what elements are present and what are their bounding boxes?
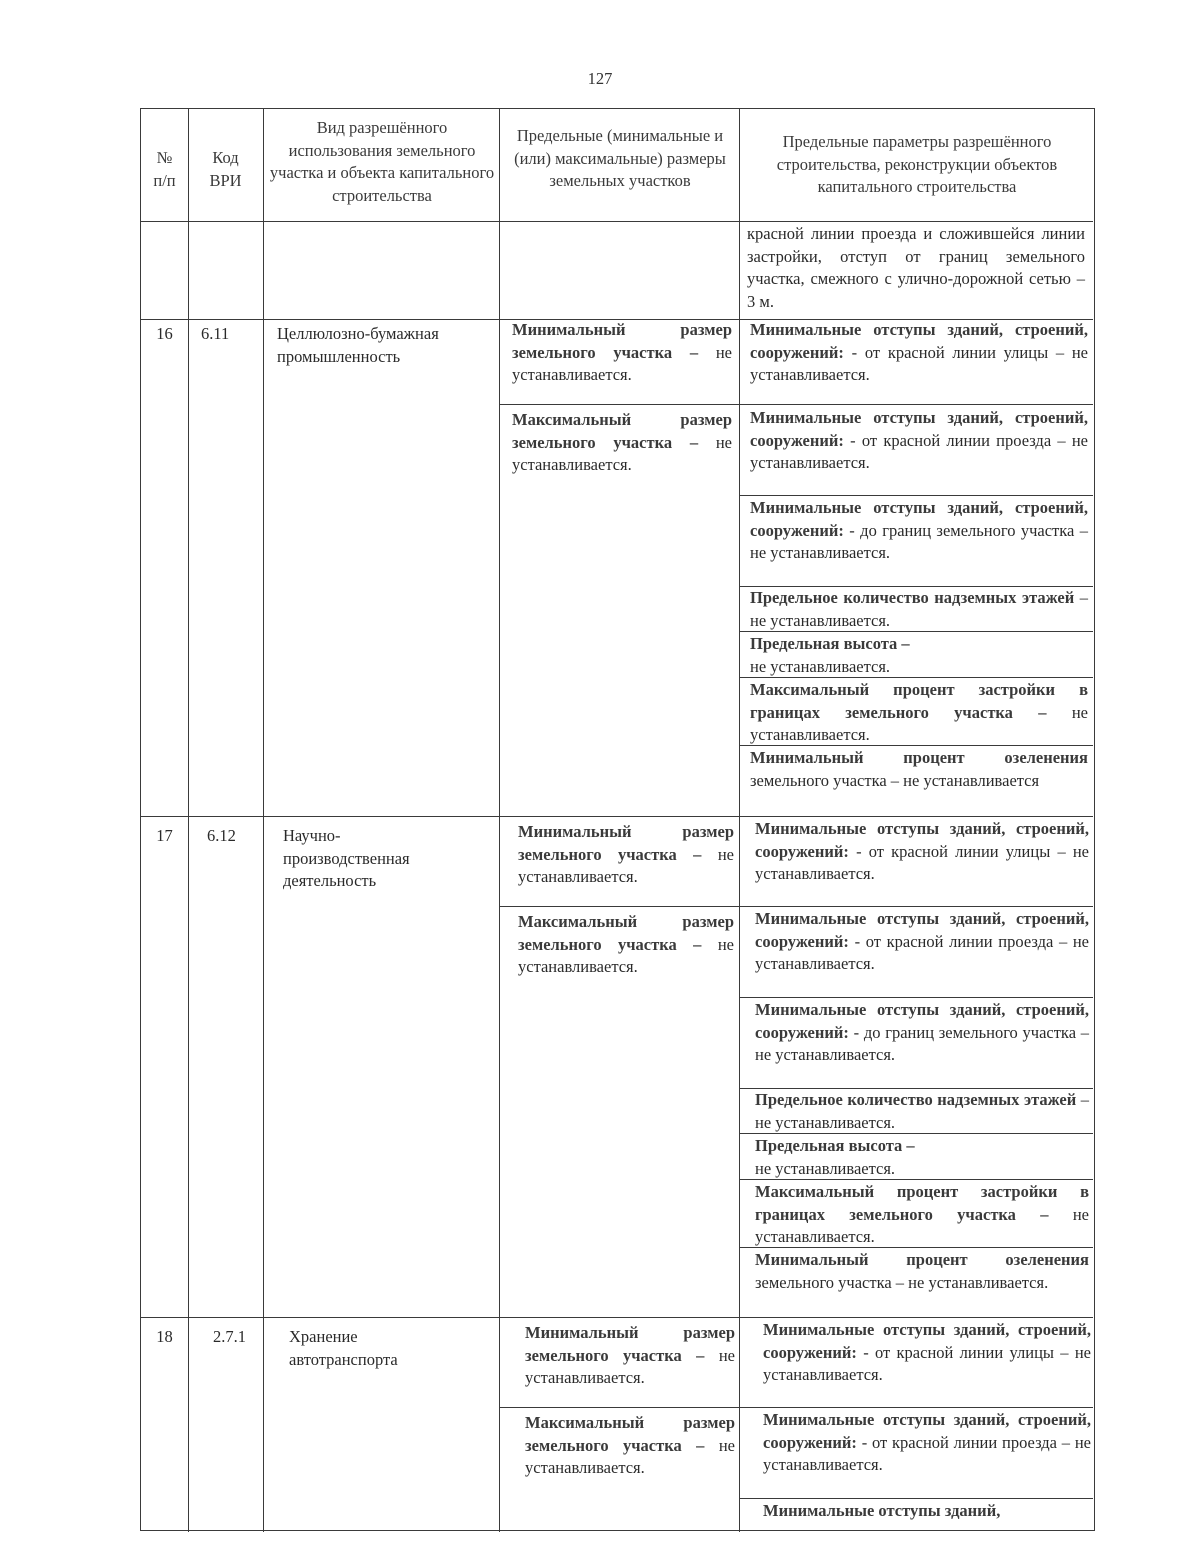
sub-divider <box>499 1407 1093 1408</box>
min-size-title: Минимальный размер земельного участка – <box>525 1323 735 1365</box>
param-block <box>755 1181 1089 1249</box>
param-block <box>750 497 1088 565</box>
param-block <box>750 319 1088 387</box>
param-title: Минимальные отступы зданий, строений, сооружений: <box>763 1410 1091 1452</box>
param-block <box>755 1089 1089 1134</box>
sub-divider <box>739 1498 1093 1499</box>
param-title: Предельное количество надземных этажей <box>750 588 1075 607</box>
param-block <box>755 908 1089 976</box>
param-title: Минимальные отступы зданий, строений, сооружений: <box>750 320 1088 362</box>
max-size-title: Максимальный размер земельного участка – <box>525 1413 735 1455</box>
min-size-block <box>518 821 734 889</box>
param-block <box>763 1319 1091 1387</box>
header-params: Предельные параметры разрешённого строительства, реконструкции объектов капитального строительства <box>776 132 1058 196</box>
max-size-value: не устанавливается. <box>518 934 734 976</box>
col-divider <box>739 109 740 1532</box>
sub-divider <box>499 404 1093 405</box>
row-kind: Целлюлозно-бумажная промышленность <box>277 324 439 366</box>
row-divider <box>141 816 1093 817</box>
row-kind: Научно-производственная деятельность <box>283 826 410 890</box>
param-text: – не устанавливается. <box>755 1090 1089 1132</box>
param-title: Предельная высота – <box>750 634 910 653</box>
sub-divider <box>739 997 1093 998</box>
row-num: 16 <box>156 324 173 343</box>
param-block <box>755 1135 1089 1180</box>
param-text: - от красной линии улицы – не устанавливается. <box>763 1342 1091 1384</box>
param-title: Минимальные отступы зданий, строений, сооружений: <box>755 819 1089 861</box>
param-title: Минимальные отступы зданий, <box>763 1501 1001 1520</box>
max-size-value: не устанавливается. <box>512 432 732 474</box>
row-code: 6.12 <box>207 826 236 845</box>
regulations-table <box>140 108 1095 1531</box>
param-block <box>755 818 1089 886</box>
param-title: Максимальный процент застройки в границах земельного участка – <box>750 680 1088 722</box>
param-block <box>750 587 1088 632</box>
header-divider <box>141 221 1093 222</box>
min-size-title: Минимальный размер земельного участка – <box>512 320 732 362</box>
param-text: - от красной линии проезда – не устанавливается. <box>755 931 1090 973</box>
row-divider <box>141 1317 1093 1318</box>
param-text: земельного участка – не устанавливается. <box>755 1272 1049 1292</box>
param-block <box>750 633 1088 678</box>
param-text: - от красной линии улицы – не устанавливается. <box>755 841 1089 883</box>
col-divider <box>188 109 189 1532</box>
param-text: не устанавливается. <box>755 1204 1089 1246</box>
param-title: Минимальный процент озеленения <box>755 1250 1089 1269</box>
param-text: не устанавливается. <box>755 1158 896 1178</box>
page-number: 127 <box>587 69 613 88</box>
param-text: не устанавливается. <box>750 656 891 676</box>
param-title: Минимальные отступы зданий, строений, сооружений: <box>750 498 1088 540</box>
param-text: – не устанавливается. <box>750 588 1088 630</box>
param-title: Максимальный процент застройки в границах земельного участка – <box>755 1182 1089 1224</box>
row-kind: Хранение автотранспорта <box>289 1327 398 1369</box>
param-text: - от красной линии проезда – не устанавливается. <box>763 1432 1091 1474</box>
max-size-block <box>512 409 732 477</box>
param-title: Предельная высота – <box>755 1136 915 1155</box>
header-code: Код ВРИ <box>209 148 242 190</box>
max-size-title: Максимальный размер земельного участка – <box>518 912 734 954</box>
param-text: - до границ земельного участка – не устанавливается. <box>755 1022 1089 1064</box>
param-block <box>750 407 1088 475</box>
param-block <box>763 1409 1091 1477</box>
min-size-block <box>525 1322 735 1390</box>
sub-divider <box>739 495 1093 496</box>
param-title: Минимальные отступы зданий, строений, сооружений: <box>763 1320 1091 1362</box>
param-block <box>750 747 1088 792</box>
param-title: Предельное количество надземных этажей <box>755 1090 1077 1109</box>
param-text: - от красной линии проезда – не устанавливается. <box>750 430 1089 472</box>
min-size-title: Минимальный размер земельного участка – <box>518 822 734 864</box>
min-size-value: не устанавливается. <box>525 1345 735 1387</box>
max-size-value: не устанавливается. <box>525 1435 735 1477</box>
max-size-block <box>518 911 734 979</box>
max-size-block <box>525 1412 735 1480</box>
param-title: Минимальные отступы зданий, строений, сооружений: <box>755 1000 1089 1042</box>
row-num: 17 <box>156 826 173 845</box>
row-num: 18 <box>156 1327 173 1346</box>
header-num: № п/п <box>153 148 176 190</box>
sub-divider <box>499 906 1093 907</box>
max-size-title: Максимальный размер земельного участка – <box>512 410 732 452</box>
min-size-block <box>512 319 732 387</box>
param-text: - от красной линии улицы – не устанавливается. <box>750 342 1089 384</box>
param-title: Минимальные отступы зданий, строений, сооружений: <box>755 909 1089 951</box>
param-block <box>755 1249 1089 1294</box>
continuation-text: красной линии проезда и сложившейся линии застройки, отступ от границ земельного участка, смежного с улично-дорожной сетью – 3 м. <box>747 224 1085 311</box>
param-title: Минимальные отступы зданий, строений, сооружений: <box>750 408 1088 450</box>
param-block <box>755 999 1089 1067</box>
param-text: не устанавливается. <box>750 702 1088 744</box>
param-block <box>750 679 1088 747</box>
row-code: 6.11 <box>201 324 230 343</box>
col-divider <box>499 221 500 1532</box>
param-title: Минимальный процент озеленения <box>750 748 1088 767</box>
row-code: 2.7.1 <box>213 1327 246 1346</box>
min-size-value: не устанавливается. <box>512 342 732 384</box>
col-divider <box>499 109 500 221</box>
min-size-value: не устанавливается. <box>518 844 734 886</box>
param-text: земельного участка – не устанавливается <box>750 770 1040 790</box>
param-block <box>763 1500 1091 1523</box>
header-kind: Вид разрешённого использования земельного участка и объекта капитального строительства <box>269 118 495 205</box>
header-size: Предельные (минимальные и (или) максимальные) размеры земельных участков <box>514 126 726 190</box>
param-text: - до границ земельного участка – не устанавливается. <box>750 520 1088 562</box>
col-divider <box>263 109 264 1532</box>
